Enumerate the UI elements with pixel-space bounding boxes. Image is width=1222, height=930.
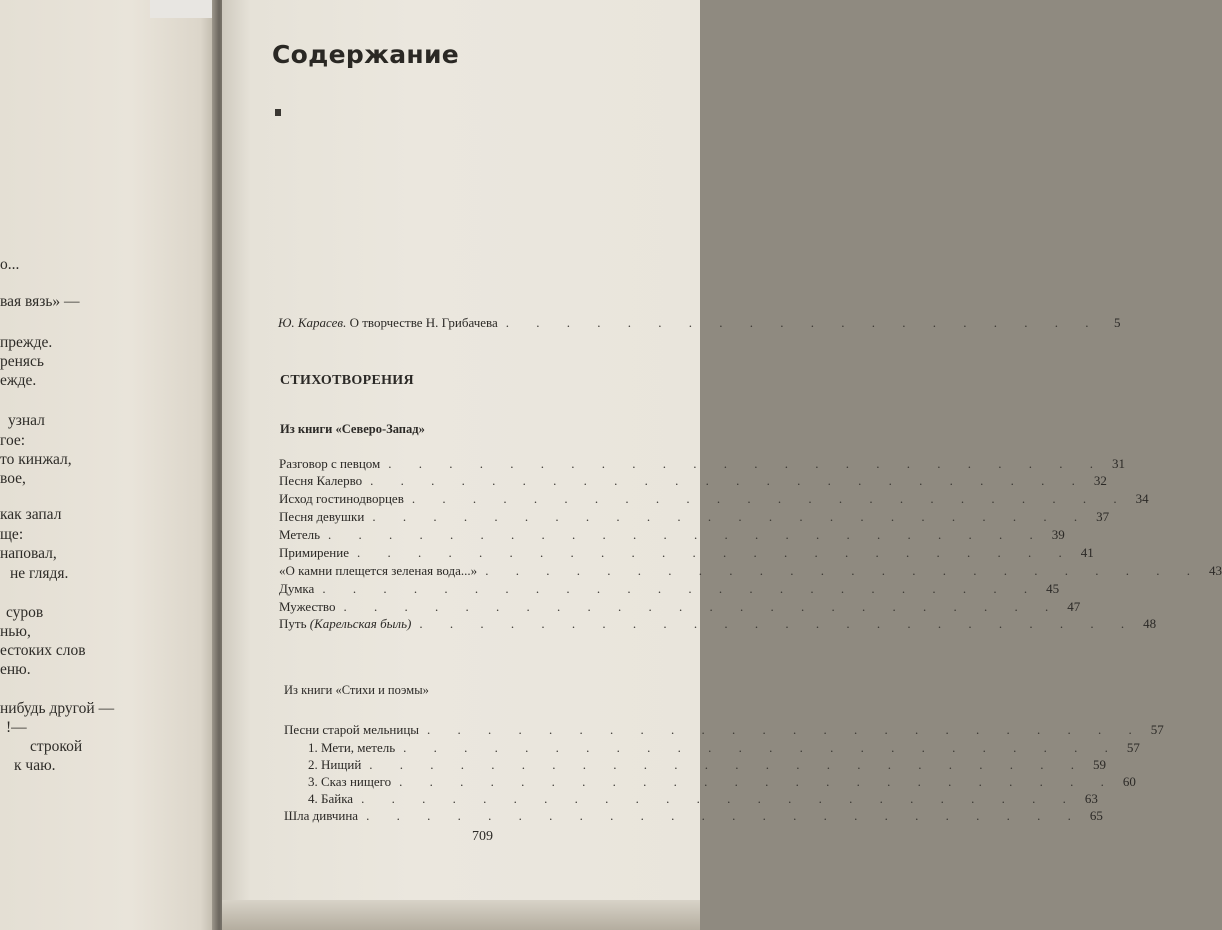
page-number: 5 (1114, 315, 1121, 330)
page-bottom-edge (222, 900, 700, 930)
page-number: 65 (1089, 808, 1103, 823)
contents-page (222, 0, 1222, 930)
entry-title: Путь (279, 616, 307, 631)
leader-dots: . . . . . . . . . . . . . . . . . . . . . . . . (403, 740, 1120, 755)
section-heading: СТИХОТВОРЕНИЯ (280, 373, 414, 388)
entry-subtitle: (Карельская быль) (309, 616, 412, 631)
page-number: 39 (1051, 527, 1065, 542)
left-text-line: гое: (0, 432, 26, 449)
toc-entry (279, 581, 1060, 597)
entry-title: 1. Мети, метель (308, 740, 396, 755)
entry-title: Исход гостинодворцев (279, 491, 404, 506)
leader-dots: . . . . . . . . . . . . . . . . . . . . . . . . (399, 774, 1116, 789)
leader-dots: . . . . . . . . . . . . . . . . . . . . . . . . (485, 563, 1202, 578)
left-text-line: как запал (0, 506, 62, 523)
left-text-line: естоких слов (0, 642, 86, 659)
left-text-line: вая вязь» — (0, 293, 80, 310)
toc-entry (279, 491, 1149, 507)
left-text-line: ще: (0, 526, 24, 543)
page-number: 31 (1112, 456, 1126, 471)
toc-entry (279, 509, 1110, 525)
page-number: 41 (1080, 545, 1094, 560)
left-text-line: узнал (8, 412, 45, 429)
page-number: 47 (1067, 599, 1081, 614)
entry-title: Разговор с певцом (279, 456, 381, 471)
left-text-line: ежде. (0, 372, 37, 389)
left-text-line: вое, (0, 470, 26, 487)
entry-title: «О камни плещется зеленая вода...» (279, 563, 478, 578)
page-number: 59 (1093, 757, 1107, 772)
page-number: 43 (1208, 563, 1222, 578)
left-text-line: то кинжал, (0, 451, 72, 468)
ornament-mark (275, 109, 281, 116)
left-text-line: суров (6, 604, 44, 621)
leader-dots: . . . . . . . . . . . . . . . . . . . . (505, 315, 1101, 330)
toc-intro-row (278, 315, 1121, 331)
left-text-line: к чаю. (14, 757, 56, 774)
toc-entry (284, 722, 1164, 738)
entry-title: 4. Байка (308, 791, 354, 806)
left-text-line: еню. (0, 661, 31, 678)
leader-dots: . . . . . . . . . . . . . . . . . . . . . . . . (388, 456, 1106, 471)
page-number: 34 (1135, 491, 1149, 506)
page-title: Содержание (272, 40, 460, 69)
leader-dots: . . . . . . . . . . . . . . . . . . . . . . . . (361, 791, 1078, 806)
intro-title: О творчестве Н. Грибачева (349, 315, 498, 330)
book-heading: Из книги «Северо-Запад» (280, 422, 425, 436)
left-text-line: о... (0, 256, 20, 273)
background-strip (150, 0, 220, 18)
folio-page-number: 709 (472, 829, 493, 844)
leader-dots: . . . . . . . . . . . . . . . . . . . . . . . . (322, 581, 1040, 596)
entry-title: 3. Сказ нищего (308, 774, 392, 789)
entry-title: Мужество (279, 599, 336, 614)
page-number: 48 (1143, 616, 1157, 631)
leader-dots: . . . . . . . . . . . . . . . . . . . . . . . . (427, 722, 1144, 737)
leader-dots: . . . . . . . . . . . . . . . . . . . . . . . . (370, 473, 1087, 488)
left-text-line: !— (6, 719, 27, 736)
left-text-line: наповал, (0, 545, 57, 562)
leader-dots: . . . . . . . . . . . . . . . . . . . . . . . . (356, 545, 1074, 560)
page-number: 32 (1093, 473, 1107, 488)
entry-title: Песня Калерво (279, 473, 363, 488)
page-number: 63 (1084, 791, 1098, 806)
leader-dots: . . . . . . . . . . . . . . . . . . . . . . . . (411, 491, 1129, 506)
entry-title: Песни старой мельницы (284, 722, 420, 737)
toc-entry (279, 616, 1157, 632)
intro-author: Ю. Карасев. (278, 315, 347, 330)
left-text-line: ренясь (0, 353, 45, 370)
toc-entry (284, 808, 1103, 824)
entry-title: Думка (279, 581, 315, 596)
left-text-line: строкой (30, 738, 83, 755)
toc-entry (279, 545, 1094, 561)
left-text-line: прежде. (0, 334, 53, 351)
left-text-line: нибудь другой — (0, 700, 115, 717)
page-number: 37 (1096, 509, 1110, 524)
toc-entry (308, 791, 1098, 807)
toc-entry (279, 563, 1222, 579)
entry-title: Песня девушки (279, 509, 365, 524)
leader-dots: . . . . . . . . . . . . . . . . . . . . . . . . (369, 757, 1087, 772)
leader-dots: . . . . . . . . . . . . . . . . . . . . . . . . (366, 808, 1083, 823)
toc-entry (279, 473, 1107, 489)
leader-dots: . . . . . . . . . . . . . . . . . . . . . . . . (419, 616, 1137, 631)
toc-entry (279, 599, 1081, 615)
page-number: 45 (1046, 581, 1060, 596)
toc-entry (308, 740, 1140, 756)
toc-entry (308, 774, 1136, 790)
page-number: 57 (1126, 740, 1140, 755)
book-heading: Из книги «Стихи и поэмы» (284, 683, 429, 697)
entry-title: Примирение (279, 545, 349, 560)
leader-dots: . . . . . . . . . . . . . . . . . . . . . . . . (343, 599, 1061, 614)
page-number: 60 (1122, 774, 1136, 789)
page-number: 57 (1150, 722, 1164, 737)
entry-title: 2. Нищий (308, 757, 362, 772)
toc-entry (279, 527, 1065, 543)
leader-dots: . . . . . . . . . . . . . . . . . . . . . . . . (328, 527, 1045, 542)
left-text-line: не глядя. (10, 565, 69, 582)
entry-title: Метель (279, 527, 321, 542)
toc-entry (308, 757, 1107, 773)
left-page (0, 0, 218, 930)
leader-dots: . . . . . . . . . . . . . . . . . . . . . . . . (372, 509, 1090, 524)
entry-title: Шла дивчина (284, 808, 359, 823)
toc-entry (279, 456, 1126, 472)
left-text-line: нью, (0, 623, 31, 640)
